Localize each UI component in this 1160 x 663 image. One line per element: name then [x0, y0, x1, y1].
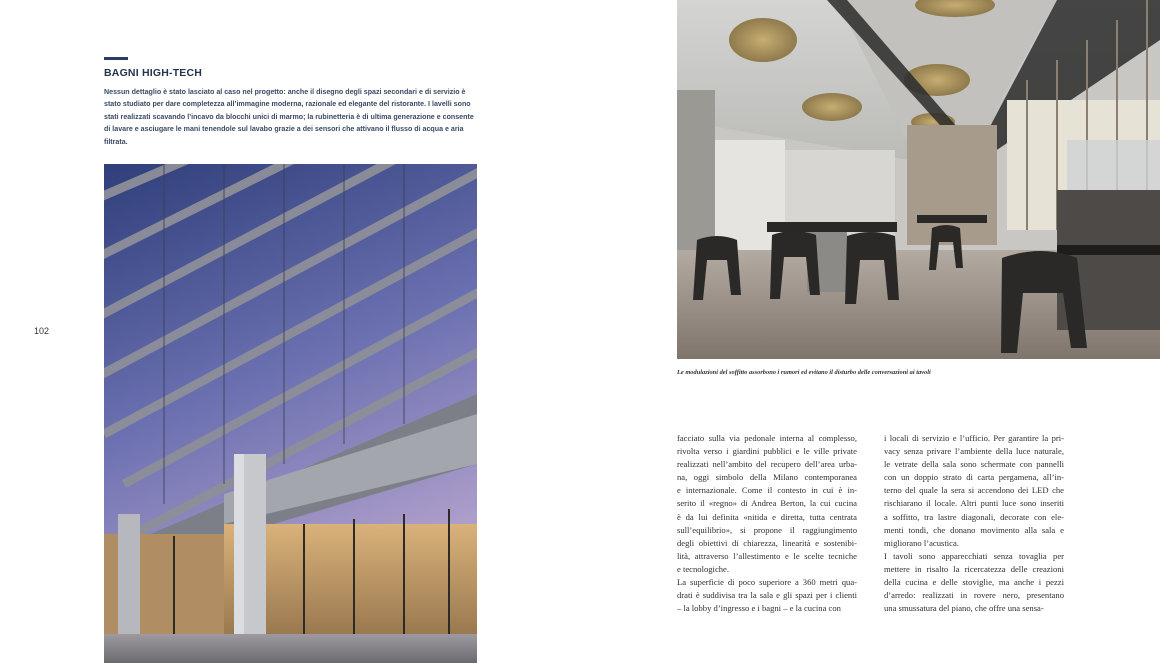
- body-text-line: na, oggi simbolo della Milano contemporanea: [677, 472, 857, 483]
- body-text-line: le vetrate della sala sono schermate con pannelli: [884, 459, 1064, 470]
- section-heading: BAGNI HIGH-TECH: [104, 67, 203, 79]
- body-text-line: vacy senza privare l’ambiente della luce naturale,: [884, 446, 1064, 457]
- body-text-line: I tavoli sono apparecchiati senza tovaglia per: [884, 550, 1064, 561]
- body-text-line: i locali di servizio e l’ufficio. Per garantire la pri-: [884, 433, 1064, 443]
- page-number: 102: [34, 326, 50, 336]
- body-text-line: mettere in risalto la ricercatezza delle creazioni: [884, 563, 1064, 574]
- body-text-line: realizzati nell’ambito del recupero dell’area urba-: [677, 459, 857, 470]
- body-text-line: d’arredo: realizzati in rovere nero, presentano: [884, 590, 1064, 601]
- body-text-line: lità, attraverso l’allestimento e le scelte tecniche: [677, 550, 857, 561]
- body-text-line: sull’equilibrio», si propone il raggiungimento: [677, 524, 857, 535]
- body-text-line: della cucina e delle stoviglie, ma anche i pezzi: [884, 577, 1064, 588]
- body-text-line: e internazionale. Come il contesto in cui è in-: [677, 485, 857, 496]
- body-text-line: serito il «regno» di Andrea Berton, la cui cucina: [677, 498, 857, 509]
- body-text-line: La superficie di poco superiore a 360 metri qua-: [677, 577, 857, 588]
- body-text-line: rivolta verso i giardini pubblici e le ville private: [677, 446, 857, 457]
- intro-paragraph: Nessun dettaglio è stato lasciato al caso nel progetto: anche il disegno degli spazi secondari e di servizio è stato studiato per dare completezza all’immagine moderna, razionale ed elegante del ristorante. I lavelli sono stati realizzati scavando l’incavo da blocchi unici di marmo; la rubinetteria è di ultima generazione e consente di lavare e asciugare le mani tenendole sul lavabo grazie a dei sensori che attivano il flusso di acqua e aria filtrata.: [104, 88, 474, 146]
- body-text-line: con un doppio strato di carta pergamena, all’in-: [884, 472, 1064, 483]
- body-text-line: menti tondi, che donano movimento alla sala e: [884, 524, 1064, 535]
- body-text-line: migliorano l’acustica.: [884, 537, 959, 548]
- body-text-line: – la lobby d’ingresso e i bagni – e la cucina con: [677, 603, 841, 614]
- body-text-line: a soffitto, tra lastre diagonali, decorate con ele-: [884, 511, 1064, 522]
- body-text-line: rischiarano il locale. Altri punti luce sono inseriti: [884, 498, 1064, 509]
- body-text-line: facciato sulla via pedonale interna al complesso,: [677, 433, 857, 443]
- body-text-line: degli obiettivi di chiarezza, linearità e sostenibi-: [677, 537, 857, 548]
- body-column-2: [884, 432, 1064, 615]
- heading-accent-rule: [104, 57, 128, 60]
- body-text-line: drati è suddivisa tra la sala e gli spazi per i clienti: [677, 590, 857, 601]
- restaurant-interior-photo: [677, 0, 1160, 359]
- body-text-line: una smussatura del piano, che offre una sensa-: [884, 603, 1044, 614]
- building-facade-photo: [104, 164, 477, 663]
- body-text-line: e tecnologiche.: [677, 563, 730, 574]
- body-column-1: [677, 432, 857, 615]
- body-text-line: è da lui definita «nitida e diretta, tutta centrata: [677, 511, 857, 522]
- photo-caption: Le modulazioni del soffitto assorbono i rumori ed evitano il disturbo delle conversazioni ai tavoli: [677, 369, 931, 376]
- body-text-line: terno del quale la sera si accendono dei LED che: [884, 485, 1064, 496]
